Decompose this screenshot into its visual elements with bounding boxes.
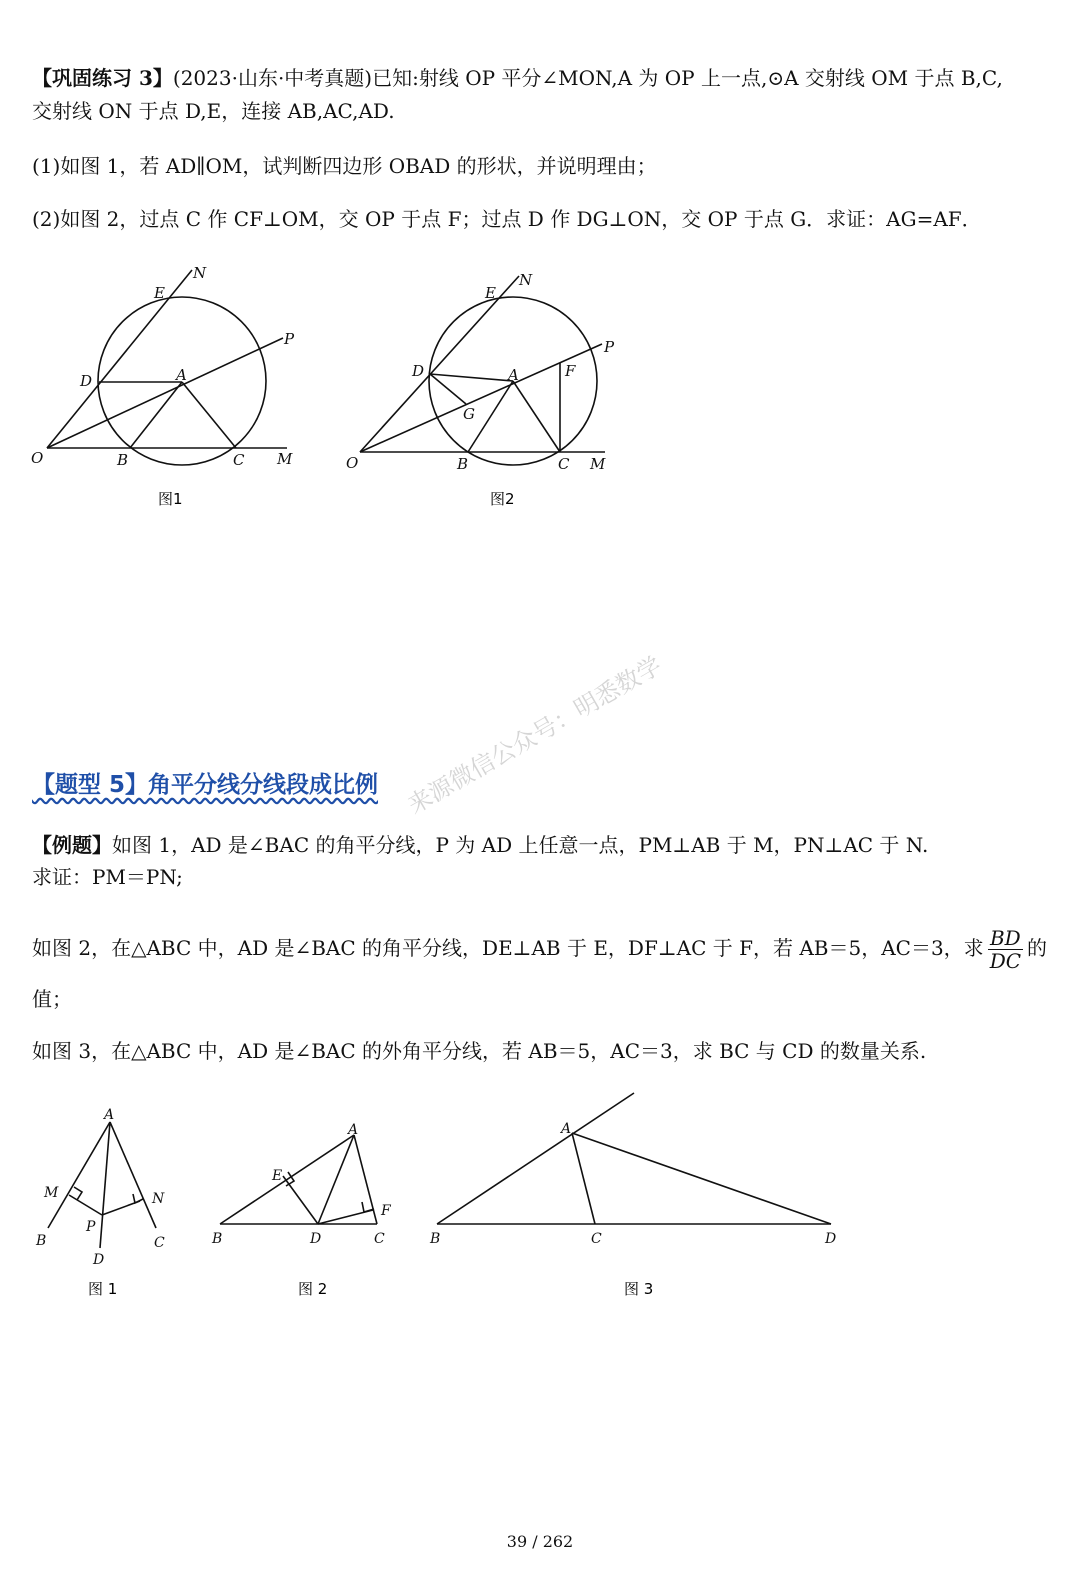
label-d: D [80,372,93,390]
segment-ac [513,381,560,452]
problem3-line2: 交射线 ON 于点 D,E，连接 AB,AC,AD. [32,99,395,123]
label-b: B [36,1233,47,1249]
problem3-line1: 【巩固练习 3】(2023·山东·中考真题)已知:射线 OP 平分∠MON,A 为 OP 上一点,⊙A 交射线 OM 于点 B,C, [32,66,1003,90]
label-e: E [154,284,165,302]
label-n: N [519,271,533,289]
problem3-figure1 [20,255,340,515]
label-m: M [44,1185,59,1201]
example-fig2-caption: 图 2 [298,1280,328,1298]
example-figure1 [30,1100,180,1300]
side-ac [354,1135,377,1224]
ray-on [47,270,192,448]
example-line3: 如图 2，在△ABC 中，AD 是∠BAC 的角平分线，DE⊥AB 于 E，DF⊥AC 于 F，若 AB＝5，AC＝3，求 $\frac{BD}{DC}$ 的 [32,926,1048,973]
segment-ab [130,382,182,448]
example-line1: 【例题】如图 1，AD 是∠BAC 的角平分线，P 为 AD 上任意一点，PM⊥AB 于 M，PN⊥AC 于 N. [32,833,929,857]
problem3-label: 【巩固练习 3】 [32,66,173,90]
label-d: D [412,362,425,380]
side-ac [110,1122,156,1228]
label-c: C [591,1231,602,1247]
problem3-q2: (2)如图 2，过点 C 作 CF⊥OM，交 OP 于点 F；过点 D 作 DG⊥ON，交 OP 于点 G．求证：AG=AF． [32,207,982,231]
label-m: M [590,455,606,473]
label-n: N [152,1191,165,1207]
label-c: C [374,1231,385,1247]
label-a: A [348,1122,359,1138]
segment-ac [182,382,236,448]
label-a: A [561,1121,572,1137]
label-e: E [272,1168,283,1184]
segment-pm [69,1195,102,1215]
section-heading: 【题型 5】角平分线分线段成比例 [32,772,379,798]
label-o: O [31,449,44,467]
label-c: C [154,1235,165,1251]
label-d: D [825,1231,837,1247]
label-c: C [233,451,245,469]
label-b: B [430,1231,441,1247]
example-fig1-caption: 图 1 [88,1280,118,1298]
label-n: N [193,264,207,282]
example-line4: 值； [32,987,72,1011]
segment-dg [430,374,466,404]
label-p: P [604,338,615,356]
example-line5: 如图 3，在△ABC 中，AD 是∠BAC 的外角平分线，若 AB＝5，AC＝3，求 BC 与 CD 的数量关系. [32,1039,927,1063]
watermark: 来源微信公众号：明悉数学 [403,651,667,820]
side-ac [572,1133,595,1224]
example-line2: 求证：PM＝PN; [32,865,183,889]
bisector-ad [318,1135,354,1224]
side-ba-extended [437,1093,634,1224]
label-e: E [485,284,496,302]
label-b: B [212,1231,223,1247]
example-figure2 [200,1110,410,1300]
ray-op [360,344,602,452]
label-a: A [508,366,519,384]
fig1-caption: 图1 [158,490,183,508]
example-fig3-caption: 图 3 [624,1280,654,1298]
label-a: A [104,1107,115,1123]
fraction-bd-dc: $\frac{BD}{DC}$ [989,926,1022,973]
label-F: F [381,1203,391,1219]
bisector-ad [100,1122,110,1248]
label-g: G [463,405,475,423]
label-b: B [457,455,469,473]
bisector-ad [572,1133,831,1224]
example-label: 【例题】 [32,833,112,857]
label-p: P [284,330,295,348]
example-figure3 [420,1085,850,1300]
label-b: B [117,451,129,469]
segment-ad [430,374,513,381]
label-o: O [346,454,359,472]
ray-on [360,276,519,452]
segment-de [283,1176,318,1224]
page-number: 39 / 262 [506,1532,574,1551]
side-ab [220,1135,354,1224]
label-p: P [86,1219,96,1235]
label-a: A [176,366,187,384]
label-d: D [310,1231,322,1247]
ray-op [47,338,283,448]
problem3-q1: (1)如图 1，若 AD∥OM，试判断四边形 OBAD 的形状，并说明理由； [32,154,657,178]
label-f: F [565,362,576,380]
fig2-caption: 图2 [490,490,515,508]
label-m: M [277,450,293,468]
label-c: C [558,455,570,473]
problem3-figure2 [340,265,640,515]
side-ab [48,1122,110,1228]
label-d: D [93,1252,105,1268]
